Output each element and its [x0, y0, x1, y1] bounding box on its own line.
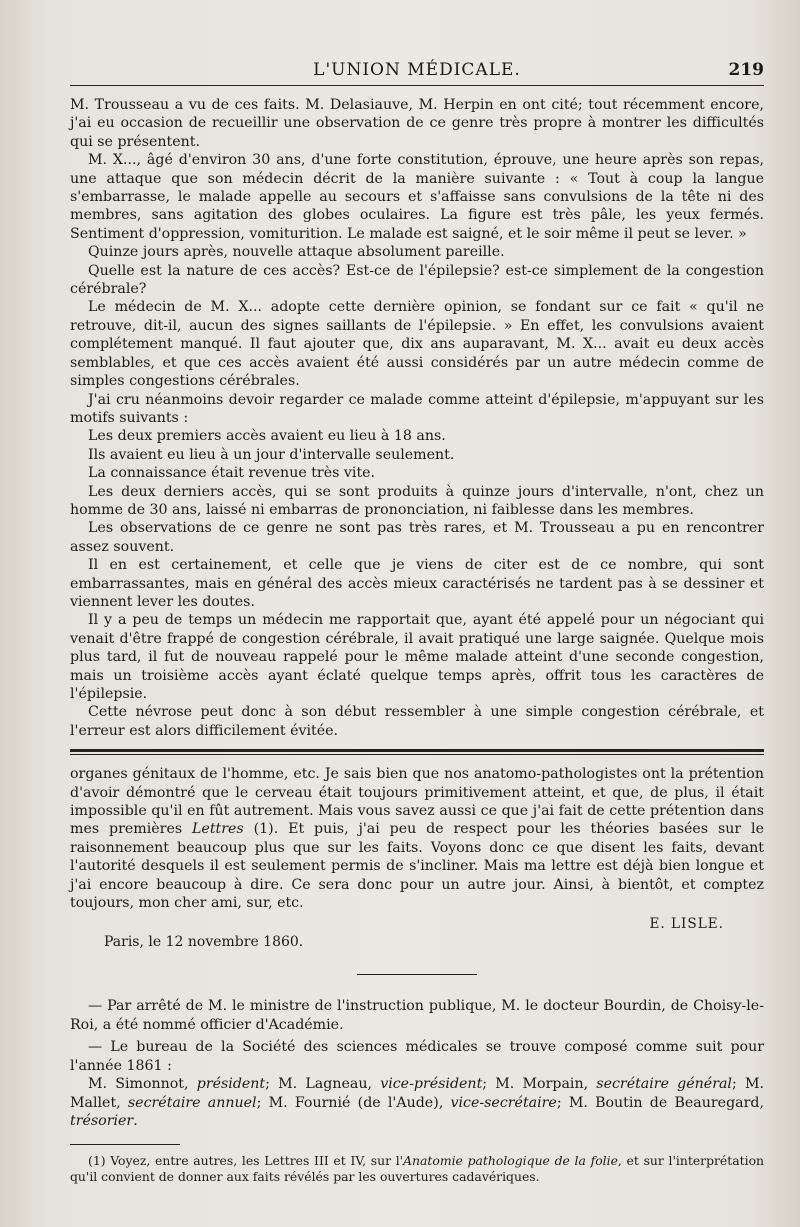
signature: E. LISLE.: [649, 916, 724, 933]
footnote-rule: [70, 1144, 180, 1145]
text-run: organes génitaux de l'homme, etc. Je sais bien que nos anatomo-pathologistes ont la prétention d'avoir démontré que le cerveau était toujours primitivement atteint, et que, de plus, il était impossible qu'il en fût autrement. Mais vous savez aussi ce que j'ai fait de cette prétention dans mes premières: [70, 766, 764, 838]
paragraph: Les observations de ce genre ne sont pas très rares, et M. Trousseau a pu en rencontrer assez souvent.: [70, 520, 764, 555]
paragraph: M. X..., âgé d'environ 30 ans, d'une forte constitution, éprouve, une heure après son repas, une attaque que son médecin décrit de la manière suivante : « Tout à coup la langue s'embarrasse, le malade appelle au secours et s'affaisse sans convulsions de la tête ni des membres, sans agitation des globes oculaires. La figure est très pâle, les yeux fermés. Sentiment d'oppression, vomiturition. Le malade est saigné, et le soir même il peut se lever. »: [70, 152, 764, 242]
officer-list: [70, 1075, 764, 1130]
italic-text: Anatomie pathologique de la folie: [403, 1153, 618, 1169]
paragraph: Le médecin de M. X... adopte cette dernière opinion, se fondant sur ce fait « qu'il ne retrouve, dit-il, aucun des signes saillants de l'épilepsie. » En effet, les convulsions avaient complétement manqué. Il faut ajouter que, dix ans auparavant, M. X... avait eu deux accès semblables, et que ces accès avaient été aussi considérés par un autre médecin comme de simples congestions cérébrales.: [70, 299, 764, 390]
text-run: M. Simonnot,: [88, 1076, 197, 1093]
italic-text: secrétaire annuel: [127, 1094, 257, 1111]
running-header: [70, 54, 764, 84]
dateline: Paris, le 12 novembre 1860.: [104, 934, 304, 951]
text-run: ; M. Fournié (de l'Aude),: [256, 1094, 451, 1111]
footnote: [70, 1153, 764, 1185]
italic-text: vice-secrétaire: [450, 1094, 557, 1111]
text-run: (1) Voyez, entre autres, les Lettres III et IV, sur l': [88, 1153, 404, 1169]
text-run: (1). Et puis, j'ai peu de respect pour les théories basées sur le raisonnement beaucoup plus que sur les faits. Voyons donc ce que disent les faits, devant l'autorité desquels il est seulement permis de s'incliner. Mais ma lettre est déjà bien longue et j'ai encore beaucoup à dire. Ce sera donc pour un autre jour. Ainsi, à bientôt, et comptez toujours, mon cher ami, sur, etc.: [70, 821, 764, 912]
text-run: ; M. Morpain,: [482, 1076, 597, 1093]
news-item: — Par arrêté de M. le ministre de l'instruction publique, M. le docteur Bourdin, de Choisy-le-Roi, a été nommé officier d'Académie.: [70, 998, 764, 1033]
text-run: , et sur l'interprétation qu'il convient de donner aux faits révélés par les ouvertures cadavériques.: [70, 1153, 765, 1185]
text-run: ; M. Mallet,: [70, 1076, 765, 1111]
news-item: — Le bureau de la Société des sciences médicales se trouve composé comme suit pour l'année 1861 :: [70, 1039, 764, 1074]
news-items: [70, 997, 764, 1130]
section-rule: [357, 974, 477, 975]
text-run: ; M. Boutin de Beauregard,: [556, 1094, 764, 1111]
italic-text: président: [196, 1076, 266, 1093]
italic-text: vice-président: [380, 1076, 483, 1093]
text-run: .: [133, 1112, 138, 1129]
paragraph: La connaissance était revenue très vite.: [88, 465, 376, 482]
header-rule: [70, 85, 764, 86]
feuilleton-separator: [70, 749, 764, 755]
paragraph: Les deux premiers accès avaient eu lieu à 18 ans.: [88, 428, 446, 445]
paragraph: Il y a peu de temps un médecin me rapportait que, ayant été appelé pour un négociant qui venait d'être frappé de congestion cérébrale, il avait pratiqué une large saignée. Quelque mois plus tard, il fut de nouveau rappelé pour le même malade atteint d'une seconde congestion, mais un troisième accès ayant éclaté quelque temps après, offrit tous les caractères de l'épilepsie.: [70, 612, 764, 702]
paragraph: Quelle est la nature de ces accès? Est-ce de l'épilepsie? est-ce simplement de la congestion cérébrale?: [70, 262, 764, 298]
paragraph: J'ai cru néanmoins devoir regarder ce malade comme atteint d'épilepsie, m'appuyant sur les motifs suivants :: [70, 391, 764, 426]
paragraph: M. Trousseau a vu de ces faits. M. Delasiauve, M. Herpin en ont cité; tout récemment encore, j'ai eu occasion de recueillir une observation de ce genre très propre à montrer les difficultés qui se présentent.: [70, 97, 764, 150]
paragraph: Ils avaient eu lieu à un jour d'intervalle seulement.: [88, 446, 455, 463]
journal-title: L'UNION MÉDICALE.: [313, 60, 521, 80]
italic-text: secrétaire général: [596, 1076, 732, 1093]
italic-text: Lettres: [192, 821, 244, 838]
paragraph: Cette névrose peut donc à son début ressembler à une simple congestion cérébrale, et l'erreur est alors difficilement évitée.: [70, 704, 764, 739]
paragraph: Les deux derniers accès, qui se sont produits à quinze jours d'intervalle, n'ont, chez un homme de 30 ans, laissé ni embarras de prononciation, ni faiblesse dans les membres.: [70, 483, 764, 518]
text-run: ; M. Lagneau,: [265, 1076, 381, 1093]
article-continuation: [70, 96, 764, 740]
paragraph: [70, 765, 764, 912]
italic-text: trésorier: [70, 1112, 134, 1129]
page-number: 219: [728, 60, 764, 80]
feuilleton-letter: [70, 765, 764, 950]
paragraph: Il en est certainement, et celle que je viens de citer est de ce nombre, qui sont embarrassantes, mais en général des accès mieux caractérisés ne tardent pas à se dessiner et viennent lever les doutes.: [70, 557, 764, 610]
paragraph: Quinze jours après, nouvelle attaque absolument pareille.: [88, 244, 505, 261]
